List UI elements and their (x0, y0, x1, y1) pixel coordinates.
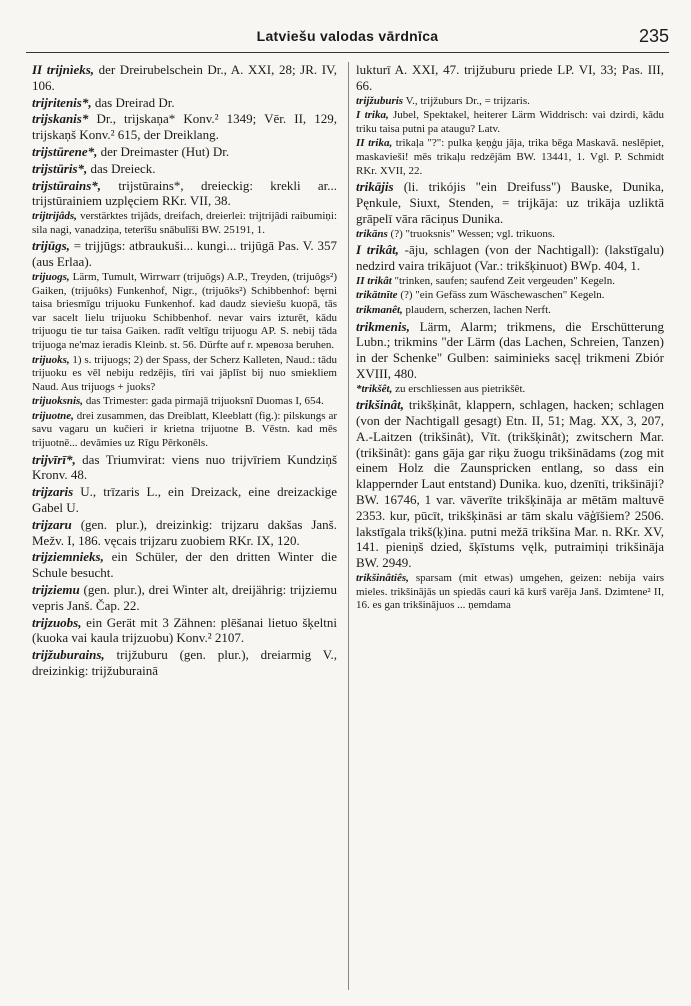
entry-headword: trikmanêt, (356, 303, 403, 316)
entry-text: drei zusammen, das Dreiblatt, Kleeblatt (fig.): pilskungs ar savu vagaru un kučieri ir krietna trijuotne B. Vēstn. kad mēs trijuotnē... devāmies uz Rīgu Pērkonēls. (32, 409, 337, 450)
entry-headword: trijuoks, (32, 353, 70, 366)
entry-headword: trijvīrī*, (32, 451, 76, 467)
dictionary-entry (32, 484, 337, 516)
column-divider (348, 62, 349, 990)
entry-headword: trikmenis, (356, 318, 410, 334)
dictionary-entry (32, 452, 337, 484)
entry-headword: trikšinât, (356, 397, 405, 413)
entry-headword: trijziemnieks, (32, 549, 104, 565)
entry-text: (?) "truoksnis" Wessen; vgl. trikuons. (387, 227, 555, 240)
page-number: 235 (638, 26, 669, 46)
entry-headword: *trikšêt, (356, 382, 393, 395)
dictionary-entry (356, 242, 664, 274)
entry-text: (?) "ein Gefäss zum Wäschewaschen" Kegeln. (397, 289, 605, 302)
dictionary-entry (356, 275, 664, 289)
entry-text: Jubel, Spektakel, heiterer Lärm Widdrisch: vai dzirdi, kādu triku taisa putni pa ataugu? Latv. (356, 109, 664, 135)
entry-headword: I trika, (356, 109, 389, 122)
dictionary-entry (356, 383, 664, 397)
entry-text: (gen. plur.), dreizinkig: trijzaru dakšas Janš. Mežv. I, 186. vęcais trijzaru zuobiem RKr. IX, 120. (32, 516, 337, 548)
page-title: Latviešu valodas vārdnīca (256, 28, 439, 44)
dictionary-entry (356, 289, 664, 303)
entry-text: trikaļa "?": pulka ķeņģu jāja, trika bēga Maskavā. neslēpiet, maskavieši! mēs trikaļu redzējām BW. 13441, 1. Vgl. P. Schmidt RKr. XVII, 22. (356, 137, 664, 177)
dictionary-entry (32, 395, 337, 409)
entry-text: sparsam (mit etwas) umgehen, geizen: nebija vairs mieles. trikšinājās un spiedās cauri kā kurš varēja Janš. Dzimtene² II, 16. es gan trikšinājuos ... ņemdama (356, 572, 664, 612)
dictionary-entry (32, 210, 337, 237)
dictionary-entry (32, 549, 337, 581)
dictionary-entry (32, 161, 337, 177)
dictionary-entry (32, 111, 337, 143)
entry-text: Lärm, Alarm; trikmens, die Erschütterung Lubn.; trikmins "der Lärm (das Lachen, Schreien, Tanzen) in der Schenke" Gulben: saiminieks sacęļ trikmeni Zbiór XVIII, 480. (356, 318, 664, 381)
entry-headword: trijžuburains, (32, 647, 105, 663)
entry-text: (gen. plur.), drei Winter alt, dreijährig: trijziemu vepris Janš. Čap. 22. (32, 582, 337, 613)
entry-text: Dr., trijskaņa* Konv.² 1349; Vēr. II, 129, trijskaņš Konv.² 615, der Dreiklang. (32, 111, 337, 143)
dictionary-entry (32, 271, 337, 353)
dictionary-entry (32, 615, 337, 647)
dictionary-entry (356, 179, 664, 226)
entry-headword: trijuotne, (32, 409, 74, 422)
dictionary-entry (32, 62, 337, 94)
dictionary-entry (356, 95, 664, 109)
entry-headword: I trikât, (356, 242, 399, 258)
entry-headword: trijzuobs, (32, 614, 82, 630)
entry-text: = trijjūgs: atbraukuši... kungi... trijūgā Pas. V. 357 (aus Erlaa). (32, 238, 337, 270)
dictionary-entry (356, 62, 664, 94)
entry-text: ein Gerät mit 3 Zähnen: plēšanai lietuo šķeltni (kuoka vai kaula trijzuobu) Konv.² 2107. (32, 614, 337, 646)
entry-text: verstärktes trijâds, dreifach, dreierlei: trijtrijâdi raibumiņi: sila nagi, vanadziņa, teterīšu snābulīši BW. 25191, 1. (32, 210, 337, 236)
entry-text: U., trīzaris L., ein Dreizack, eine dreizackige Gabel U. (32, 484, 337, 516)
dictionary-entry (356, 228, 664, 242)
entry-headword: trijzaru (32, 516, 72, 532)
entry-text: -āju, schlagen (von der Nachtigall): (lakstīgalu) nedzird vaira trikājuot (Var.: trikšķinuot) BWp. 404, 1. (356, 242, 664, 273)
entry-headword: trijstūrains*, (32, 177, 102, 193)
entry-text: trijžuburu (gen. plur.), dreiarmig V., dreizinkig: trijžuburainā (32, 647, 337, 679)
dictionary-entry (32, 178, 337, 210)
entry-text: das Dreirad Dr. (91, 94, 175, 110)
entry-text: trikšķinât, klappern, schlagen, hacken; schlagen (von der Nachtigall gesagt) Etn. II, 51; Mag. XX, 3, 207, A.-Laitzen (trikšinât), Vīt. (trikšķinât); zwitschern Mar. (trikšinât): gans gāja gar riķu žuogu trikšinādams (zog mit einem Holz die Zaunspricken entlang, so dass ein klappernder Laut entstand) Dunika. kuo, dzenīti, trikšināji? BW. 16746, 1 var. vāverīte trikšķināja ar mētām maltuvē 2353. kur, pūcīt, trikšķināsi ar tām skalu vāģīšiem? 2506. lakstīgala trikš(ķ)ina. putni mežā trikšina Mar. n. RKr. XV, 141. pieniņš dzied, šķīstums vęlk, putraimiņi trikšināja BW. 2949. (356, 397, 664, 571)
dictionary-entry (356, 304, 664, 318)
entry-headword: II trikât (356, 274, 392, 287)
entry-headword: trijritenis*, (32, 94, 92, 110)
entry-text: das Dreieck. (87, 160, 156, 176)
dictionary-entry (356, 109, 664, 136)
entry-headword: trijuoksnis, (32, 395, 84, 408)
dictionary-entry (32, 144, 337, 160)
entry-headword: trikājis (356, 179, 394, 195)
entry-text: lukturī A. XXI, 47. trijžuburu priede LP. VI, 33; Pas. III, 66. (356, 62, 664, 93)
dictionary-entry (32, 238, 337, 270)
dictionary-entry (356, 137, 664, 178)
entry-headword: trijskanis* (32, 111, 89, 127)
dictionary-entry (356, 572, 664, 613)
right-column (356, 62, 664, 992)
entry-text: zu erschliessen aus pietrikšêt. (392, 382, 526, 395)
entry-text: plaudern, scherzen, lachen Nerft. (402, 303, 551, 316)
dictionary-entry (356, 319, 664, 382)
page-header (26, 26, 669, 53)
entry-text: trijstūrains*, dreieckig: krekli ar... trijstūrainiem uzplęciem RKr. VII, 38. (32, 177, 337, 209)
entry-text: der Dreirubelschein Dr., A. XXI, 28; JR. IV, 106. (32, 62, 337, 93)
dictionary-entry (32, 517, 337, 549)
entry-text: der Dreimaster (Hut) Dr. (97, 143, 230, 159)
entry-headword: II trika, (356, 137, 393, 150)
entry-headword: trikātnīte (356, 289, 398, 302)
entry-headword: trijstūris*, (32, 160, 88, 176)
entry-headword: trikāns (356, 227, 388, 240)
entry-headword: trijuogs, (32, 270, 70, 283)
entry-text: ein Schüler, der den dritten Winter die Schule besucht. (32, 549, 337, 581)
left-column (32, 62, 337, 992)
entry-headword: trijzaris (32, 484, 74, 500)
entry-headword: trijstūrene*, (32, 143, 98, 159)
entry-headword: trikšinâtiês, (356, 572, 409, 585)
entry-text: Lärm, Tumult, Wirrwarr (trijuõgs) A.P., Treyden, (trijuôgs²) Gaiken, (trijuôks) Funkenhof, Nigr., (trijuõks²) Schibbenhof: bęrni taisa briesmīgu trijuoku Funkenhof. kad daudz sieviešu kuopā, tās var sacelt lielu trijuoku Schibbenhof. nevar vairs izturēt, kādu trijuogu tie tur taisa Gaiken. radīt veltīgu trijuogu AP. S. nebij tāda trijuoga ne'maz ieradis Kleinb. st. 56. Dürfte auf r. мревоза beruhen. (32, 270, 337, 351)
entry-text: das Triumvirat: viens nuo trijvīriem Kundziņš Kronv. 48. (32, 451, 337, 483)
entry-text: (li. trikójis "ein Dreifuss") Bauske, Dunika, Pęnkule, Siuxt, Stenden, = trijkāja: uz trikāja uzliktā grāpelī vāra rāciņus Dunika. (356, 179, 664, 226)
entry-text: "trinken, saufen; saufend Zeit vergeuden" Kegeln. (391, 274, 615, 287)
entry-text: V., trijžuburs Dr., = trijzaris. (403, 94, 530, 107)
dictionary-entry (32, 354, 337, 395)
entry-headword: trijūgs, (32, 238, 70, 254)
entry-text: 1) s. trijuogs; 2) der Spass, der Scherz Kalleten, Naud.: tādu trijuoku es vēl nebiju redzējis, tīri vai jāplīst bij nuo smiekliem Naud. Aus trijuogs + juoks? (32, 353, 337, 393)
dictionary-entry (32, 582, 337, 614)
dictionary-entry (32, 95, 337, 111)
dictionary-entry (356, 397, 664, 571)
entry-headword: trijziemu (32, 582, 80, 598)
dictionary-entry (32, 647, 337, 679)
entry-text: das Trimester: gada pirmajā trijuoksnī Duomas I, 654. (83, 395, 324, 408)
entry-headword: II trijnìeks, (32, 62, 95, 77)
entry-headword: trijtrijâds, (32, 210, 77, 223)
entry-headword: trijžuburis (356, 94, 404, 107)
dictionary-entry (32, 410, 337, 451)
